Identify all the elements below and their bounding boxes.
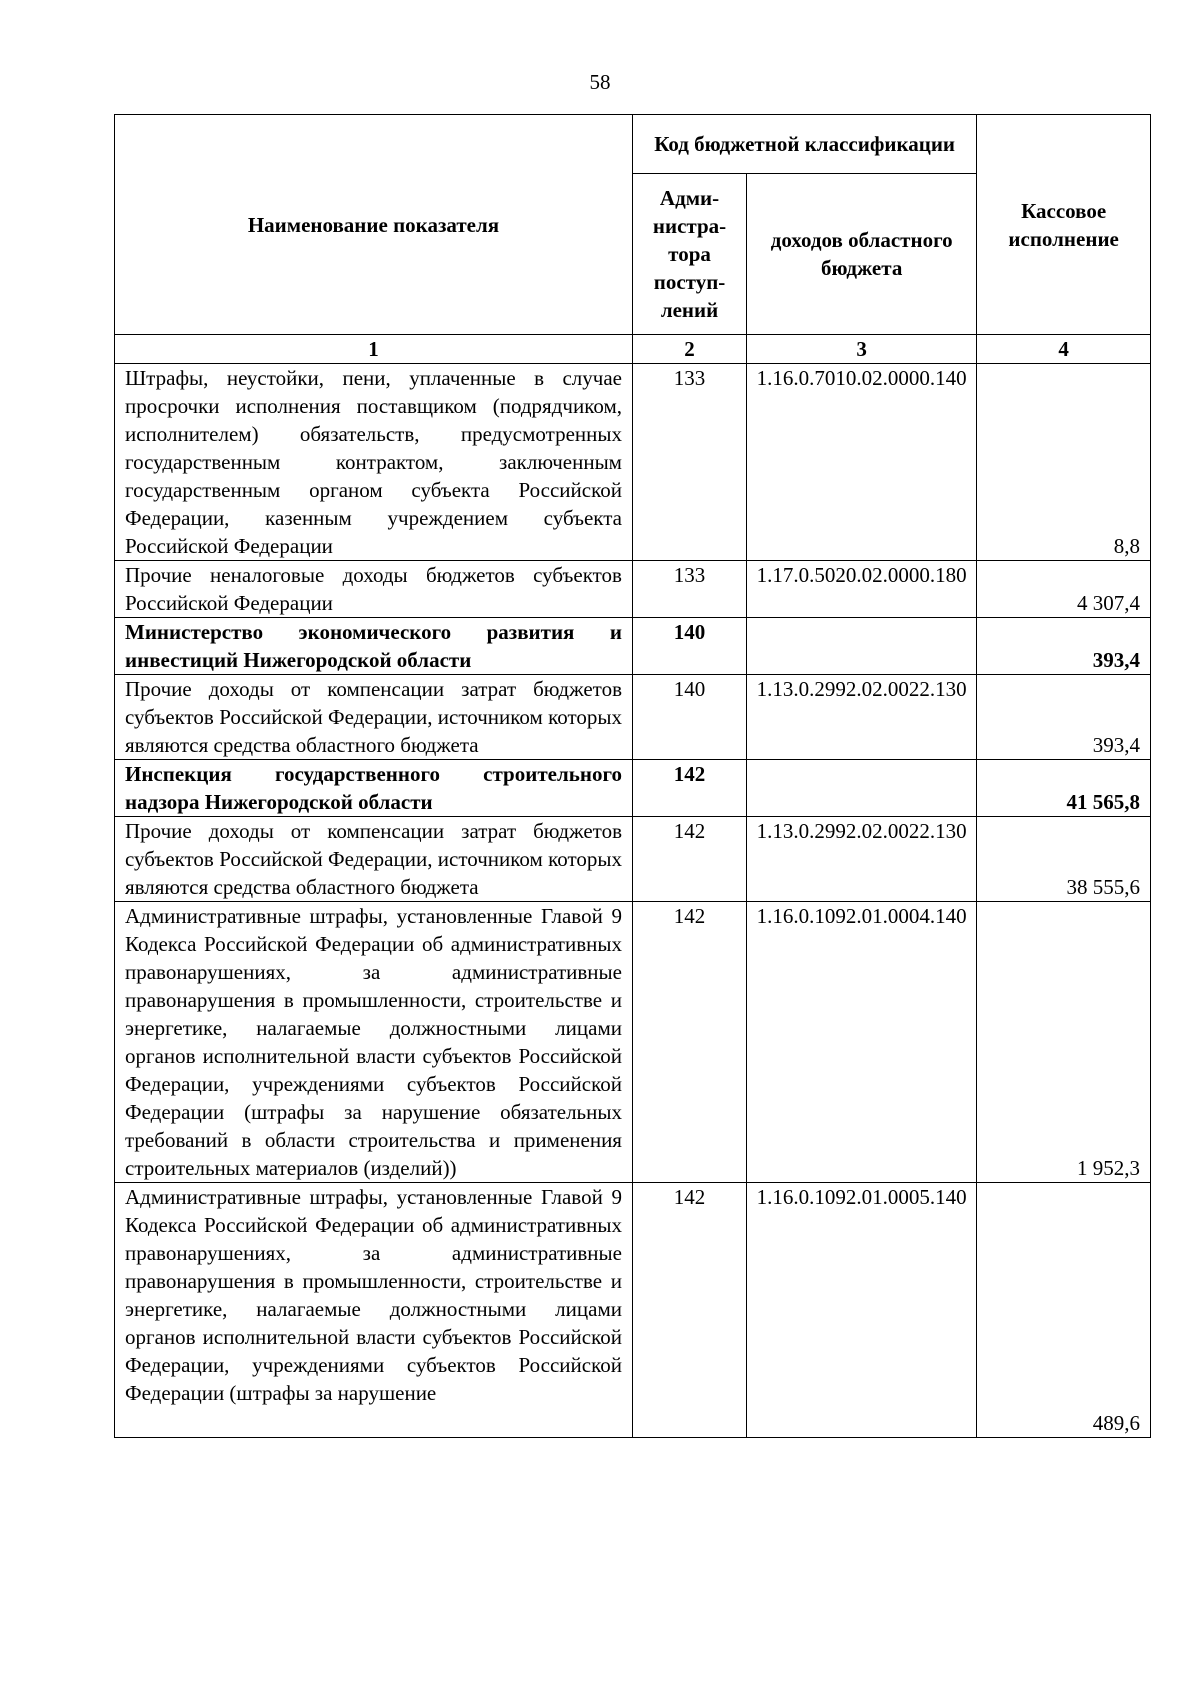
row-admin: 142 [632,760,746,817]
table-row [115,817,1151,902]
header-cash: Кассовое исполнение [977,115,1151,335]
table-row [115,902,1151,1183]
row-admin: 140 [632,618,746,675]
header-code-group: Код бюджетной классификации [632,115,976,174]
table-row [115,675,1151,760]
budget-table [114,114,1151,1438]
table-row [115,561,1151,618]
row-name: Прочие доходы от компенсации затрат бюджетов субъектов Российской Федерации, источником которых являются средства областного бюджета [115,817,633,902]
table-row-organization [115,760,1151,817]
row-name: Административные штрафы, установленные Главой 9 Кодекса Российской Федерации об административных правонарушениях, за административные правонарушения в промышленности, строительстве и энергетике, налагаемые должностными лицами органов исполнительной власти субъектов Российской Федерации, учреждениями субъектов Российской Федерации (штрафы за нарушение обязательных требований в области строительства и применения строительных материалов (изделий)) [115,902,633,1183]
column-number: 3 [747,335,977,364]
table-row [115,1183,1151,1438]
header-income: доходов областного бюджета [747,174,977,335]
row-name: Штрафы, неустойки, пени, уплаченные в случае просрочки исполнения поставщиком (подрядчиком, исполнителем) обязательств, предусмотренных государственным контрактом, заключенным государственным органом субъекта Российской Федерации, казенным учреждением субъекта Российской Федерации [115,364,633,561]
row-code: 1.16.0.1092.01.0005.140 [747,1183,977,1438]
row-admin: 133 [632,364,746,561]
row-code [747,760,977,817]
row-code: 1.13.0.2992.02.0022.130 [747,675,977,760]
row-admin: 142 [632,1183,746,1438]
row-amount: 8,8 [977,364,1151,561]
row-name: Прочие доходы от компенсации затрат бюджетов субъектов Российской Федерации, источником которых являются средства областного бюджета [115,675,633,760]
row-code: 1.16.0.1092.01.0004.140 [747,902,977,1183]
row-name: Инспекция государственного строительного надзора Нижегородской области [115,760,633,817]
row-admin: 133 [632,561,746,618]
column-number: 1 [115,335,633,364]
row-name: Административные штрафы, установленные Главой 9 Кодекса Российской Федерации об административных правонарушениях, за административные правонарушения в промышленности, строительстве и энергетике, налагаемые должностными лицами органов исполнительной власти субъектов Российской Федерации, учреждениями субъектов Российской Федерации (штрафы за нарушение [125,1185,622,1405]
table-row-organization [115,618,1151,675]
row-code: 1.16.0.7010.02.0000.140 [747,364,977,561]
page-number: 58 [589,70,611,94]
row-amount: 1 952,3 [977,902,1151,1183]
row-admin: 142 [632,817,746,902]
row-code: 1.17.0.5020.02.0000.180 [747,561,977,618]
column-number: 4 [977,335,1151,364]
row-amount: 393,4 [977,675,1151,760]
table-row [115,364,1151,561]
row-name: Прочие неналоговые доходы бюджетов субъектов Российской Федерации [115,561,633,618]
row-name-cell [115,1183,633,1438]
row-name: Министерство экономического развития и инвестиций Нижегородской области [115,618,633,675]
row-amount: 393,4 [977,618,1151,675]
row-admin: 142 [632,902,746,1183]
row-amount: 41 565,8 [977,760,1151,817]
row-amount: 4 307,4 [977,561,1151,618]
row-code [747,618,977,675]
header-name: Наименование показателя [115,115,633,335]
header-admin: Адми- нистра- тора поступ- лений [632,174,746,335]
row-code: 1.13.0.2992.02.0022.130 [747,817,977,902]
column-number: 2 [632,335,746,364]
row-admin: 140 [632,675,746,760]
row-amount: 489,6 [977,1183,1151,1438]
row-amount: 38 555,6 [977,817,1151,902]
